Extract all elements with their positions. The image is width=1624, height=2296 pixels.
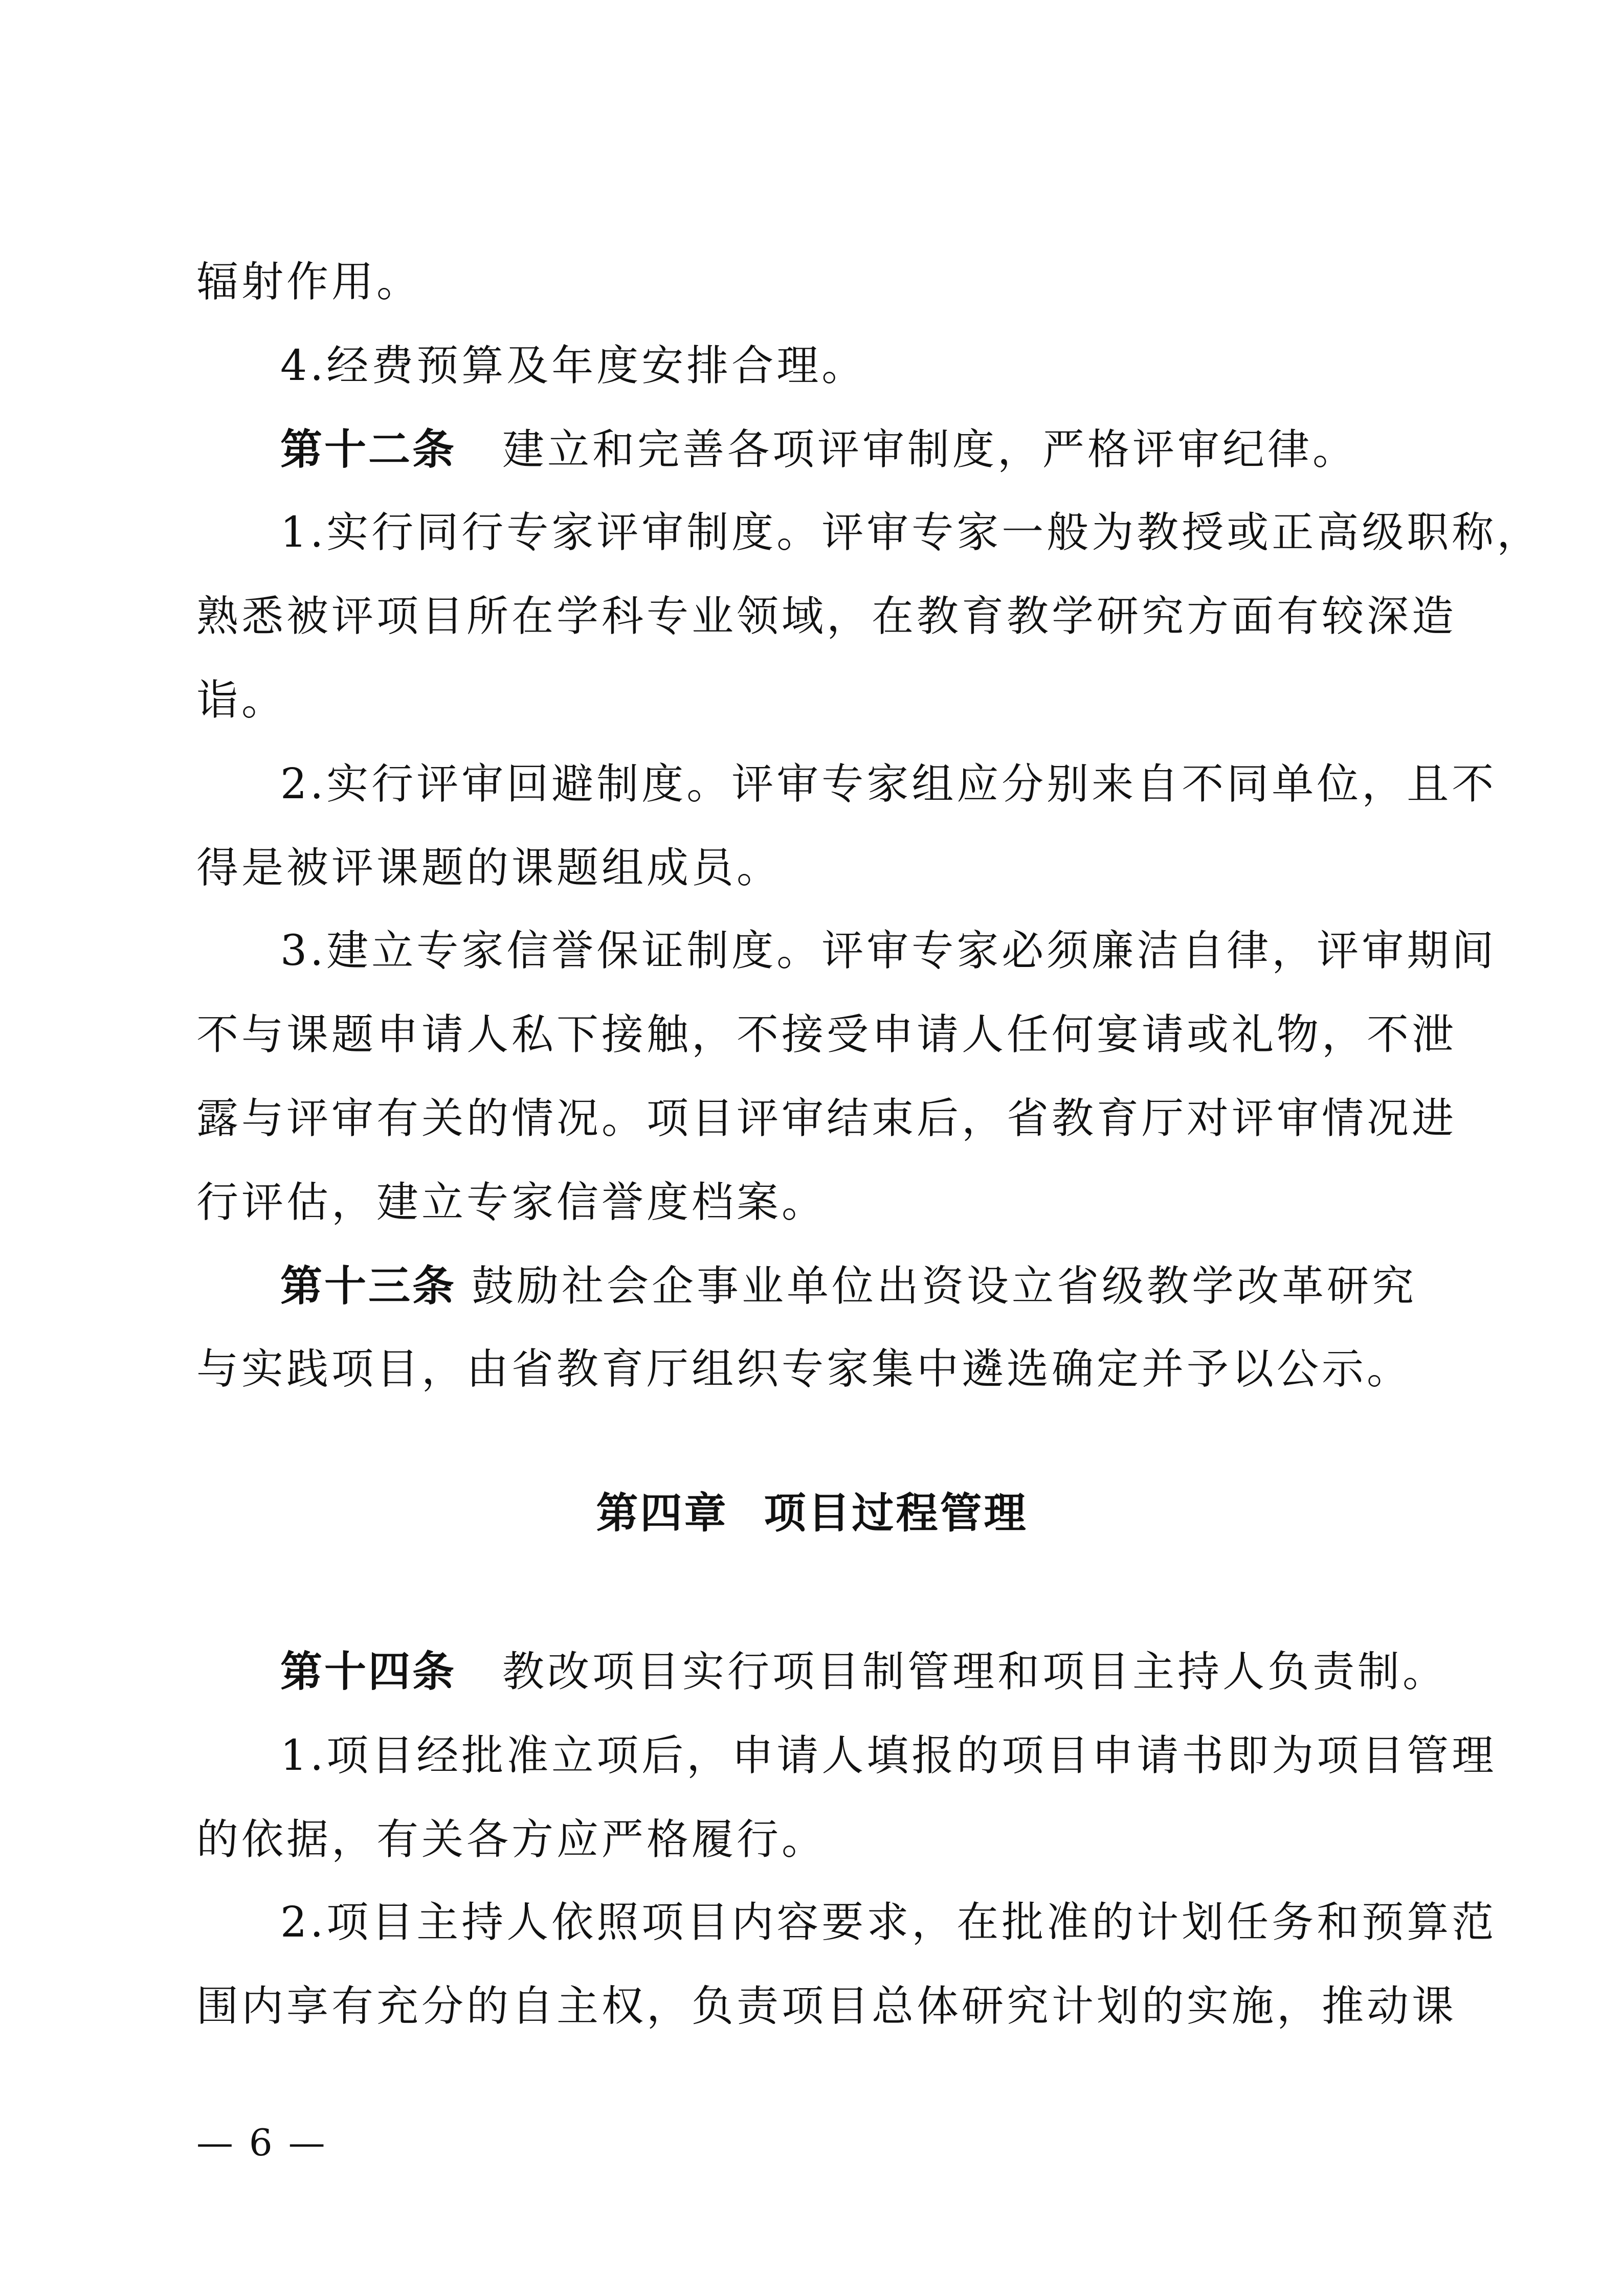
article-text: 教改项目实行项目制管理和项目主持人负责制。: [502, 1648, 1448, 1696]
page-number: — 6 —: [196, 2121, 327, 2164]
text-line: 诣。: [196, 676, 287, 725]
chapter-number: 第四章: [596, 1489, 728, 1538]
text-line: 1.实行同行专家评审制度。评审专家一般为教授或正高级职称，: [280, 508, 1542, 557]
text-line: 2.项目主持人依照项目内容要求，在批准的计划任务和预算范: [280, 1898, 1497, 1947]
text-line: 露与评审有关的情况。项目评审结束后，省教育厅对评审情况进: [196, 1094, 1457, 1143]
article-label: 第十三条: [280, 1262, 457, 1311]
chapter-heading: [0, 1483, 1624, 1544]
article-text: 鼓励社会企事业单位出资设立省级教学改革研究: [472, 1262, 1417, 1311]
text-line: 3.建立专家信誉保证制度。评审专家必须廉洁自律，评审期间: [280, 927, 1497, 975]
text-line: 熟悉被评项目所在学科专业领域，在教育教学研究方面有较深造: [196, 592, 1457, 641]
text-line: 不与课题申请人私下接触，不接受申请人任何宴请或礼物，不泄: [196, 1010, 1457, 1059]
text-line: 行评估，建立专家信誉度档案。: [196, 1178, 827, 1227]
text-line: 2.实行评审回避制度。评审专家组应分别来自不同单位，且不: [280, 760, 1497, 808]
text-line: 与实践项目，由省教育厅组织专家集中遴选确定并予以公示。: [196, 1345, 1412, 1393]
article-text: 建立和完善各项评审制度，严格评审纪律。: [502, 425, 1358, 474]
chapter-title: 项目过程管理: [764, 1489, 1028, 1538]
text-line: 的依据，有关各方应严格履行。: [196, 1815, 827, 1864]
article-14: [280, 1641, 1448, 1703]
article-label: 第十四条: [280, 1648, 457, 1696]
article-13: [280, 1256, 1434, 1317]
text-line: 围内享有充分的自主权，负责项目总体研究计划的实施，推动课: [196, 1982, 1457, 2031]
article-label: 第十二条: [280, 425, 457, 474]
text-line: 得是被评课题的课题组成员。: [196, 844, 782, 892]
text-line: 辐射作用。: [196, 258, 422, 306]
text-line: 1.项目经批准立项后，申请人填报的项目申请书即为项目管理: [280, 1731, 1497, 1780]
text-line: 4.经费预算及年度安排合理。: [280, 342, 867, 390]
article-12: [280, 419, 1434, 481]
